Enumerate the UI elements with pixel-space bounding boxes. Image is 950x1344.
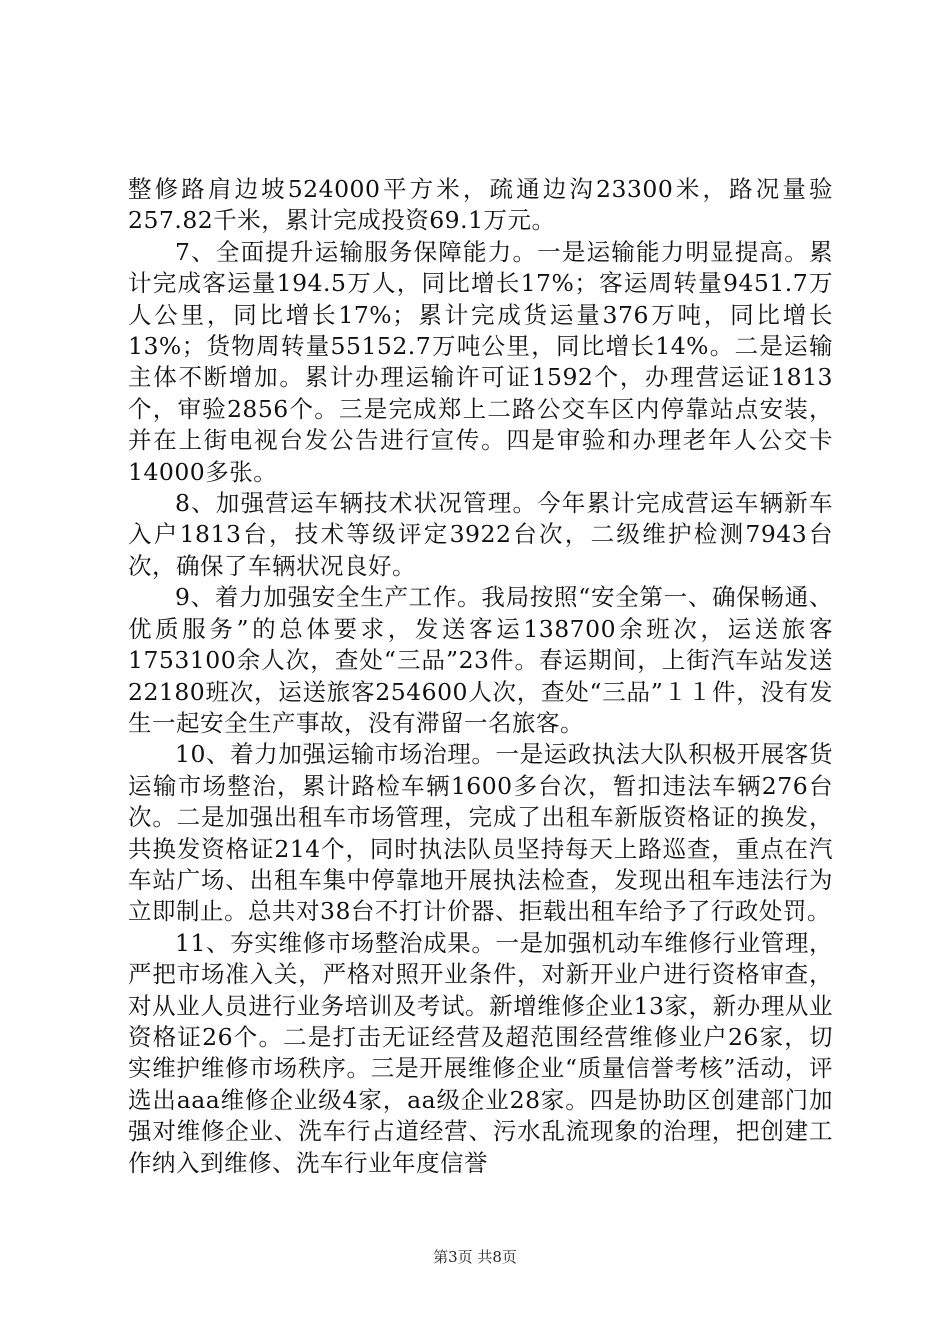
paragraph-7-transport-service: 7、全面提升运输服务保障能力。一是运输能力明显提高。累计完成客运量194.5万人，同比增长17%；客运周转量9451.7万人公里，同比增长17%；累计完成货运量376万吨，同比增长13%；货物周转量55152.7万吨公里，同比增长14%。二是运输主体不断增加。累计办理运输许可证1592个，办理营运证1813个，审验2856个。三是完成郑上二路公交车区内停靠站点安装，并在上街电视台发公告进行宣传。四是审验和办理老年人公交卡14000多张。 bbox=[128, 237, 833, 486]
paragraph-10-market-governance: 10、着力加强运输市场治理。一是运政执法大队积极开展客货运输市场整治，累计路检车辆1600多台次，暂扣违法车辆276台次。二是加强出租车市场管理，完成了出租车新版资格证的换发，共换发资格证214个，同时执法队员坚持每天上路巡查，重点在汽车站广场、出租车集中停靠地开展执法检查，发现出租车违法行为立即制止。总共对38台不打计价器、拒载出租车给予了行政处罚。 bbox=[128, 740, 833, 926]
paragraph-8-vehicle-management: 8、加强营运车辆技术状况管理。今年累计完成营运车辆新车入户1813台，技术等级评定3922台次，二级维护检测7943台次，确保了车辆状况良好。 bbox=[128, 489, 833, 580]
document-body bbox=[128, 174, 833, 1179]
paragraph-continuation: 整修路肩边坡524000平方米，疏通边沟23300米，路况量验257.82千米，累计完成投资69.1万元。 bbox=[128, 175, 833, 235]
paragraph-11-repair-market: 11、夯实维修市场整治成果。一是加强机动车维修行业管理，严把市场准入关，严格对照开业条件，对新开业户进行资格审查，对从业人员进行业务培训及考试。新增维修企业13家，新办理从业资格证26个。二是打击无证经营及超范围经营维修业户26家，切实维护维修市场秩序。三是开展维修企业“质量信誉考核”活动，评选出aaa维修企业级4家，aa级企业28家。四是协助区创建部门加强对维修企业、洗车行占道经营、污水乱流现象的治理，把创建工作纳入到维修、洗车行业年度信誉 bbox=[128, 928, 833, 1177]
paragraph-9-safety-production: 9、着力加强安全生产工作。我局按照“安全第一、确保畅通、优质服务”的总体要求，发送客运138700余班次，运送旅客1753100余人次，查处“三品”23件。春运期间，上街汽车站发送22180班次，运送旅客254600人次，查处“三品”１１件，没有发生一起安全生产事故，没有滞留一名旅客。 bbox=[128, 583, 833, 737]
page-number-footer: 第3页 共8页 bbox=[433, 1248, 517, 1266]
